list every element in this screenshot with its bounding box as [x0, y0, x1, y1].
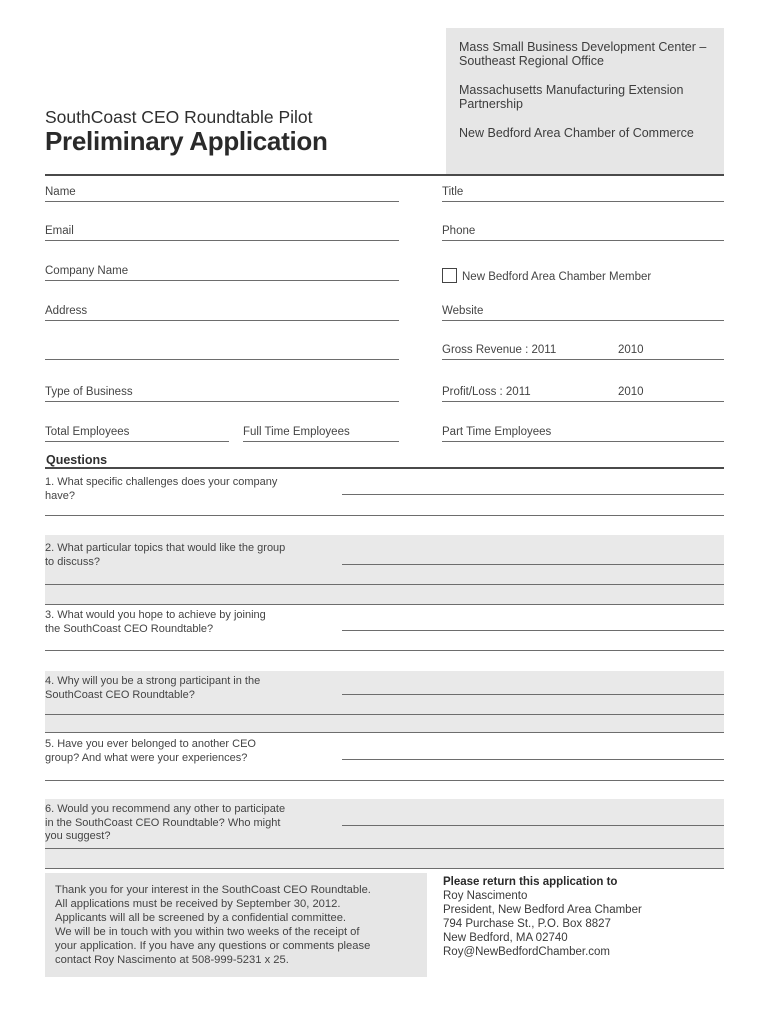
gross-revenue-field[interactable] — [442, 344, 724, 360]
phone-field[interactable] — [442, 225, 724, 241]
full-time-employees-label: Full Time Employees — [243, 426, 350, 438]
sponsor-mep: Massachusetts Manufacturing Extension Partnership — [459, 83, 684, 111]
gross-revenue-label: Gross Revenue : 2011 — [442, 344, 557, 356]
answer-line[interactable] — [342, 494, 724, 495]
question-4-text: 4. Why will you be a strong participant in the SouthCoast CEO Roundtable? — [45, 675, 261, 701]
gross-revenue-2010-label: 2010 — [618, 344, 644, 356]
sponsor-chamber: New Bedford Area Chamber of Commerce — [459, 126, 694, 140]
answer-line[interactable] — [45, 714, 724, 715]
question-6-block — [45, 799, 724, 869]
email-field[interactable] — [45, 225, 399, 241]
header-divider — [45, 174, 724, 176]
address-label: Address — [45, 305, 88, 317]
question-5-block — [45, 733, 724, 799]
return-contact-role: President, New Bedford Area Chamber — [443, 904, 642, 916]
address-field[interactable] — [45, 305, 399, 321]
title-label: Title — [442, 186, 464, 198]
questions-heading: Questions — [46, 453, 108, 467]
type-of-business-field[interactable] — [45, 386, 399, 402]
profit-loss-label: Profit/Loss : 2011 — [442, 386, 531, 398]
page-title: Preliminary Application — [45, 126, 328, 156]
type-of-business-label: Type of Business — [45, 386, 133, 398]
question-1-text: 1. What specific challenges does your company have? — [45, 476, 278, 502]
profit-loss-2010-label: 2010 — [618, 386, 644, 398]
email-label: Email — [45, 225, 74, 237]
answer-line[interactable] — [45, 650, 724, 651]
sponsor-sbdc: Mass Small Business Development Center – Southeast Regional Office — [459, 40, 707, 68]
company-name-field[interactable] — [45, 265, 399, 281]
answer-line[interactable] — [342, 694, 724, 695]
website-field[interactable] — [442, 305, 724, 321]
name-label: Name — [45, 186, 76, 198]
title-field[interactable] — [442, 186, 724, 202]
answer-line[interactable] — [342, 564, 724, 565]
question-3-block — [45, 605, 724, 671]
questions-divider — [45, 467, 724, 469]
question-2-block — [45, 535, 724, 605]
thank-you-note — [45, 873, 427, 977]
return-city: New Bedford, MA 02740 — [443, 932, 568, 944]
answer-line[interactable] — [342, 825, 724, 826]
answer-line[interactable] — [45, 584, 724, 585]
return-street: 794 Purchase St., P.O. Box 8827 — [443, 918, 611, 930]
question-4-block — [45, 671, 724, 733]
part-time-employees-field[interactable] — [442, 426, 724, 442]
chamber-member-checkbox[interactable] — [442, 268, 457, 283]
question-5-text: 5. Have you ever belonged to another CEO group? And what were your experiences? — [45, 738, 256, 764]
part-time-employees-label: Part Time Employees — [442, 426, 552, 438]
question-1-block — [45, 470, 724, 518]
answer-line[interactable] — [45, 515, 724, 516]
website-label: Website — [442, 305, 484, 317]
answer-line[interactable] — [342, 630, 724, 631]
chamber-member-label: New Bedford Area Chamber Member — [462, 271, 652, 283]
company-name-label: Company Name — [45, 265, 129, 277]
return-address — [443, 875, 642, 959]
question-2-text: 2. What particular topics that would like the group to discuss? — [45, 542, 286, 568]
total-employees-label: Total Employees — [45, 426, 130, 438]
answer-line[interactable] — [342, 759, 724, 760]
full-time-employees-field[interactable] — [243, 426, 399, 442]
total-employees-field[interactable] — [45, 426, 229, 442]
form-subtitle: SouthCoast CEO Roundtable Pilot — [45, 107, 313, 127]
thank-you-text: Thank you for your interest in the SouthCoast CEO Roundtable. All applications must be received by September 30, 2012. Applicants will all be screened by a confidential committee. We will be in touch with you within two weeks of the receipt of your application. If you have any questions or comments please contact Roy Nascimento at 508-999-5231 x 25. — [55, 884, 371, 966]
return-contact-name: Roy Nascimento — [443, 890, 528, 902]
answer-line[interactable] — [45, 780, 724, 781]
phone-label: Phone — [442, 225, 476, 237]
sponsor-box — [446, 28, 724, 174]
address-line-2-field[interactable] — [45, 344, 399, 360]
return-email: Roy@NewBedfordChamber.com — [443, 946, 610, 958]
answer-line[interactable] — [45, 848, 724, 849]
profit-loss-field[interactable] — [442, 386, 724, 402]
question-6-text: 6. Would you recommend any other to participate in the SouthCoast CEO Roundtable? Who might you suggest? — [45, 803, 286, 842]
question-3-text: 3. What would you hope to achieve by joining the SouthCoast CEO Roundtable? — [45, 609, 266, 635]
name-field[interactable] — [45, 186, 399, 202]
answer-line[interactable] — [45, 868, 724, 869]
return-heading: Please return this application to — [443, 876, 618, 888]
